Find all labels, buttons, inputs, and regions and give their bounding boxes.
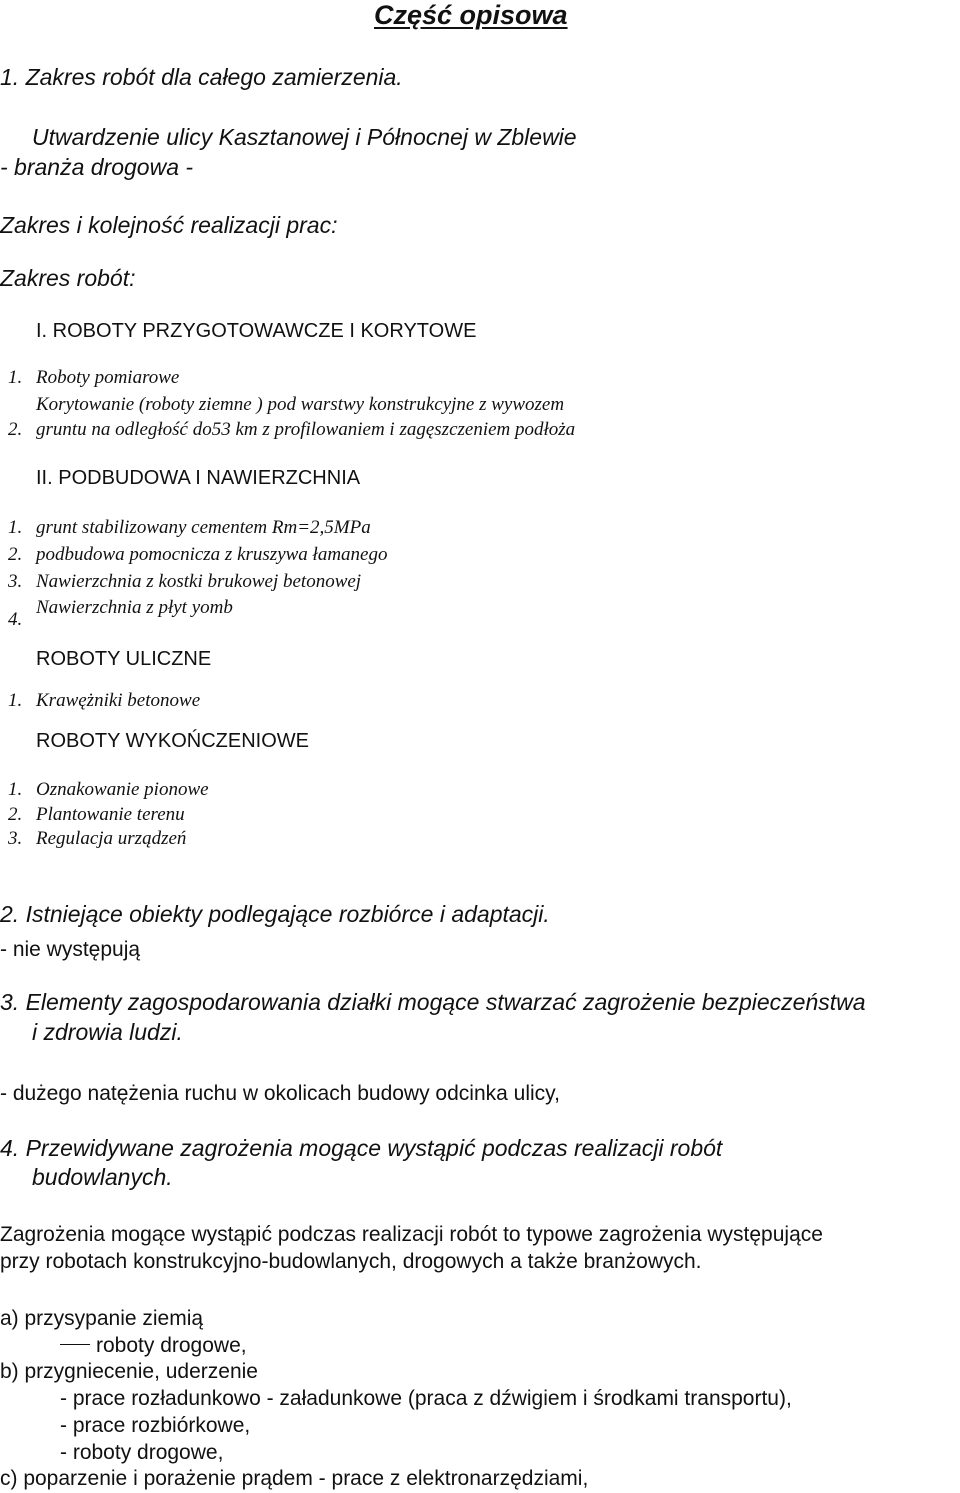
list-item-num: 2. — [8, 544, 23, 565]
list-item-num: 2. — [8, 804, 23, 825]
list-b-subitem: - prace rozładunkowo - załadunkowe (praca z dźwigiem i środkami transportu), — [60, 1387, 792, 1410]
project-title-line2: - branża drogowa - — [0, 154, 194, 180]
group3-title: ROBOTY ULICZNE — [36, 648, 212, 670]
list-item: Plantowanie terenu — [36, 804, 185, 825]
list-item-num: 3. — [8, 828, 23, 849]
list-item-num: 4. — [8, 609, 23, 630]
list-item: Krawężniki betonowe — [36, 690, 201, 711]
list-item-num: 1. — [8, 779, 23, 800]
list-b-subitem: - prace rozbiórkowe, — [60, 1414, 251, 1437]
list-item-num: 2. — [8, 419, 23, 440]
group2-title: II. PODBUDOWA I NAWIERZCHNIA — [36, 467, 361, 489]
project-title-line1: Utwardzenie ulicy Kasztanowej i Północnej w Zblewie — [32, 124, 577, 150]
list-item: gruntu na odległość do53 km z profilowaniem i zagęszczeniem podłoża — [36, 419, 576, 440]
list-c: c) poparzenie i porażenie prądem - prace z elektronarzędziami, — [0, 1467, 589, 1490]
paragraph-line1: Zagrożenia mogące wystąpić podczas realizacji robót to typowe zagrożenia występujące — [0, 1223, 823, 1246]
heading-3-line1: 3. Elementy zagospodarowania działki mogące stwarzać zagrożenie bezpieczeństwa — [0, 989, 866, 1015]
list-item: Regulacja urządzeń — [36, 828, 187, 849]
list-item-num: 1. — [8, 367, 23, 388]
scope-order-label: Zakres i kolejność realizacji prac: — [0, 212, 338, 238]
list-item-num: 1. — [8, 517, 23, 538]
list-item: Oznakowanie pionowe — [36, 779, 209, 800]
group4-title: ROBOTY WYKOŃCZENIOWE — [36, 730, 309, 752]
heading-2: 2. Istniejące obiekty podlegające rozbiórce i adaptacji. — [0, 901, 550, 927]
list-item: Roboty pomiarowe — [36, 367, 180, 388]
heading-3-line2: i zdrowia ludzi. — [32, 1019, 183, 1045]
heading-3-item: - dużego natężenia ruchu w okolicach budowy odcinka ulicy, — [0, 1082, 560, 1105]
section-title: Część opisowa — [374, 0, 568, 30]
list-a: a) przysypanie ziemią — [0, 1307, 204, 1330]
list-a-subitem-text: roboty drogowe, — [96, 1334, 247, 1357]
list-b-subitem: - roboty drogowe, — [60, 1441, 224, 1464]
list-item: Nawierzchnia z kostki brukowej betonowej — [36, 571, 362, 592]
list-a-subitem — [60, 1335, 247, 1356]
heading-2-item: - nie występują — [0, 938, 141, 961]
list-item-num: 3. — [8, 571, 23, 592]
dash-marker — [60, 1344, 90, 1345]
paragraph-line2: przy robotach konstrukcyjno-budowlanych, drogowych a także branżowych. — [0, 1250, 702, 1273]
list-b: b) przygniecenie, uderzenie — [0, 1360, 258, 1383]
list-item: grunt stabilizowany cementem Rm=2,5MPa — [36, 517, 371, 538]
heading-4-line2: budowlanych. — [32, 1164, 173, 1190]
list-item: Korytowanie (roboty ziemne ) pod warstwy konstrukcyjne z wywozem — [36, 394, 565, 415]
heading-1: 1. Zakres robót dla całego zamierzenia. — [0, 64, 403, 90]
group1-title: I. ROBOTY PRZYGOTOWAWCZE I KORYTOWE — [36, 320, 477, 342]
list-item: Nawierzchnia z płyt yomb — [36, 597, 233, 618]
scope-label: Zakres robót: — [0, 265, 136, 291]
list-item-num: 1. — [8, 690, 23, 711]
list-item: podbudowa pomocnicza z kruszywa łamanego — [36, 544, 388, 565]
heading-4-line1: 4. Przewidywane zagrożenia mogące wystąpić podczas realizacji robót — [0, 1135, 723, 1161]
